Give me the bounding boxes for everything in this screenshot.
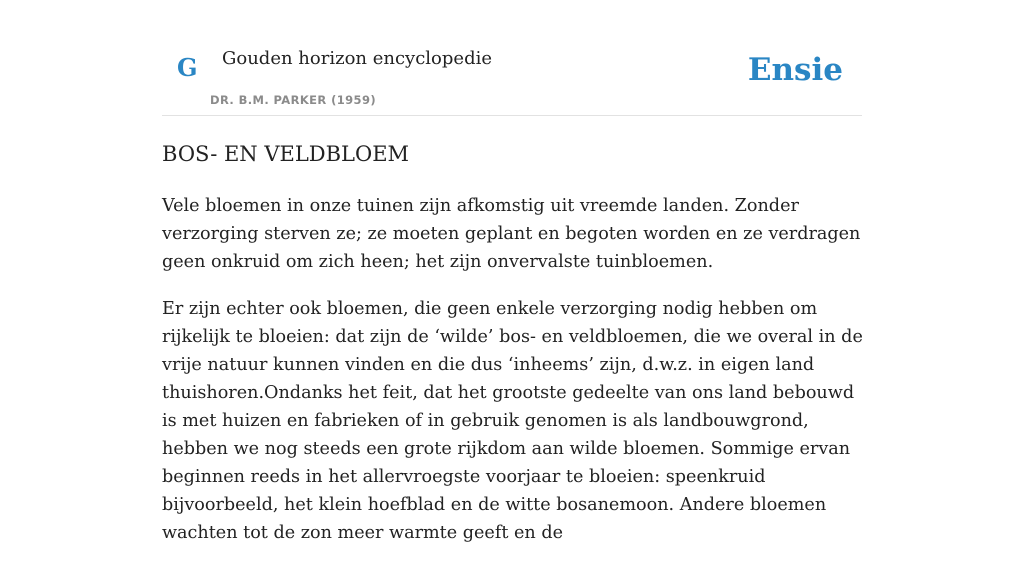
book-header <box>162 30 862 116</box>
book-author: DR. B.M. PARKER (1959) <box>210 93 377 107</box>
book-initial-icon[interactable]: G <box>177 53 198 82</box>
ensie-logo[interactable]: Ensie <box>747 52 843 88</box>
article-paragraph: Er zijn echter ook bloemen, die geen enkele verzorging nodig hebben om rijkelijk te bloeien: dat zijn de ‘wilde’ bos- en veldbloemen, die we overal in de vrije natuur kunnen vinden en die dus ‘inheems’ zijn, d.w.z. in eigen land thuishoren.Ondanks het feit, dat het grootste gedeelte van ons land bebouwd is met huizen en fabrieken of in gebruik genomen is als landbouwgrond, hebben we nog steeds een grote rijkdom aan wilde bloemen. Sommige ervan beginnen reeds in het allervroegste voorjaar te bloeien: speenkruid bijvoorbeeld, het klein hoefblad en de witte bosanemoon. Andere bloemen wachten tot de zon meer warmte geeft en de <box>162 299 863 543</box>
book-title-link[interactable]: Gouden horizon encyclopedie <box>222 48 492 69</box>
article-body <box>162 192 874 566</box>
article-paragraph: Vele bloemen in onze tuinen zijn afkomstig uit vreemde landen. Zonder verzorging sterven ze; ze moeten geplant en begoten worden en ze verdragen geen onkruid om zich heen; het zijn onvervalste tuinbloemen. <box>162 196 861 272</box>
article-title: BOS- EN VELDBLOEM <box>162 142 410 166</box>
